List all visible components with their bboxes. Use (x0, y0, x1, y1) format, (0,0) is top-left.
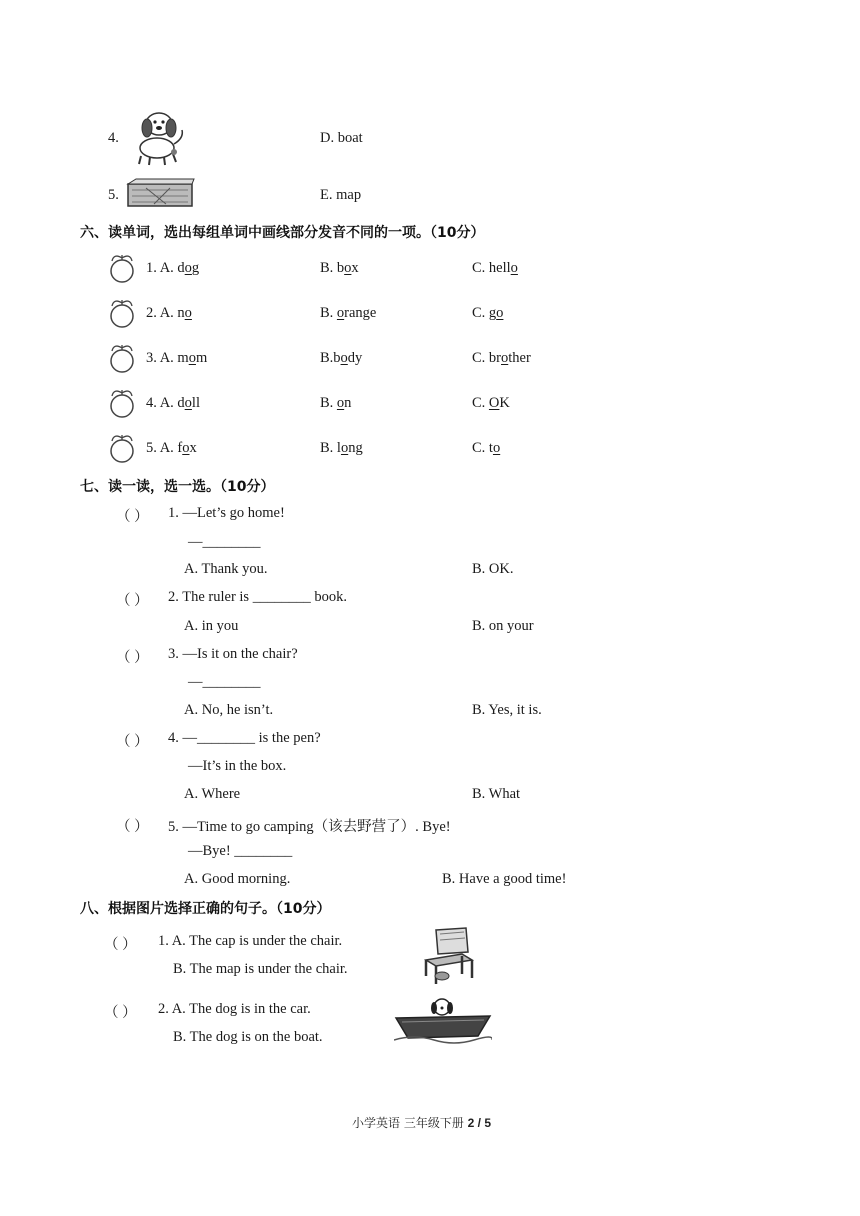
sec6-q4-option-c: C. OK (472, 395, 510, 411)
section-8-title: 八、根据图片选择正确的句子。（10分） (80, 901, 331, 917)
match-option-d: D. boat (320, 130, 363, 146)
match-row-4-number: 4. (108, 130, 119, 146)
apple-icon (108, 343, 136, 373)
sec6-q5-option-b: B. long (320, 440, 363, 456)
sec7-q4-option-b: B. What (472, 786, 521, 802)
match-row-5-number: 5. (108, 187, 119, 203)
chair-picture (418, 926, 478, 991)
sec6-q1-option-c: C. hello (472, 260, 518, 276)
apple-icon (108, 433, 136, 463)
sec7-q5-option-a: A. Good morning. (184, 871, 291, 887)
sec6-q2-option-c: C. go (472, 305, 504, 321)
sec6-q1-option-b: B. box (320, 260, 359, 276)
sec7-q5-response: —Bye! ________ (188, 843, 293, 859)
sec7-q2-text: 2. The ruler is ________ book. (168, 589, 347, 605)
sec7-q5-text: 5. —Time to go camping（该去野营了）. Bye! (168, 819, 451, 835)
sec6-q2-option-b: B. orange (320, 305, 377, 321)
sec7-q3-text: 3. —Is it on the chair? (168, 646, 298, 662)
sec7-q4-text: 4. —________ is the pen? (168, 730, 321, 746)
sec8-q2-option-b: B. The dog is on the boat. (173, 1029, 323, 1045)
apple-icon (108, 388, 136, 418)
answer-paren[interactable]: （ ） (116, 819, 149, 835)
answer-paren[interactable]: （ ） (116, 593, 149, 609)
sec7-q1-option-a: A. Thank you. (184, 561, 268, 577)
sec6-q4-option-b: B. on (320, 395, 352, 411)
section-7-title: 七、读一读，选一选。（10分） (80, 479, 275, 495)
match-option-e: E. map (320, 187, 362, 203)
sec8-q2-option-a: 2. A. The dog is in the car. (158, 1001, 311, 1017)
sec8-q1-option-a: 1. A. The cap is under the chair. (158, 933, 343, 949)
sec6-q3-option-a: 3. A. mom (146, 350, 208, 366)
answer-paren[interactable]: （ ） (116, 509, 149, 525)
sec7-q3-response: —________ (188, 674, 261, 690)
sec6-q1-option-a: 1. A. dog (146, 260, 200, 276)
answer-paren[interactable]: （ ） (116, 734, 149, 750)
boat-picture (394, 994, 492, 1049)
sec7-q1-text: 1. —Let’s go home! (168, 505, 285, 521)
sec7-q3-option-b: B. Yes, it is. (472, 702, 542, 718)
footer-subject: 小学英语 三年级下册 (352, 1116, 464, 1130)
sec7-q3-option-a: A. No, he isn’t. (184, 702, 274, 718)
sec7-q1-option-b: B. OK. (472, 561, 514, 577)
sec7-q2-option-b: B. on your (472, 618, 534, 634)
sec7-q4-option-a: A. Where (184, 786, 241, 802)
apple-icon (108, 298, 136, 328)
sec6-q4-option-a: 4. A. doll (146, 395, 200, 411)
page-number: 2 / 5 (467, 1116, 492, 1130)
sec7-q2-option-a: A. in you (184, 618, 239, 634)
sec6-q2-option-a: 2. A. no (146, 305, 192, 321)
dog-picture (124, 108, 194, 173)
sec6-q5-option-c: C. to (472, 440, 501, 456)
apple-icon (108, 253, 136, 283)
answer-paren[interactable]: （ ） (116, 650, 149, 666)
sec7-q5-option-b: B. Have a good time! (442, 871, 567, 887)
section-6-title: 六、读单词，选出每组单词中画线部分发音不同的一项。（10分） (80, 225, 485, 241)
answer-paren[interactable]: （ ） (104, 937, 137, 953)
sec8-q1-option-b: B. The map is under the chair. (173, 961, 348, 977)
sec6-q5-option-a: 5. A. fox (146, 440, 197, 456)
page-footer (352, 1114, 491, 1131)
sec6-q3-option-c: C. brother (472, 350, 531, 366)
sec7-q4-response: —It’s in the box. (188, 758, 287, 774)
answer-paren[interactable]: （ ） (104, 1005, 137, 1021)
box-picture (126, 178, 196, 213)
sec7-q1-response: —________ (188, 534, 261, 550)
sec6-q3-option-b: B.body (320, 350, 363, 366)
